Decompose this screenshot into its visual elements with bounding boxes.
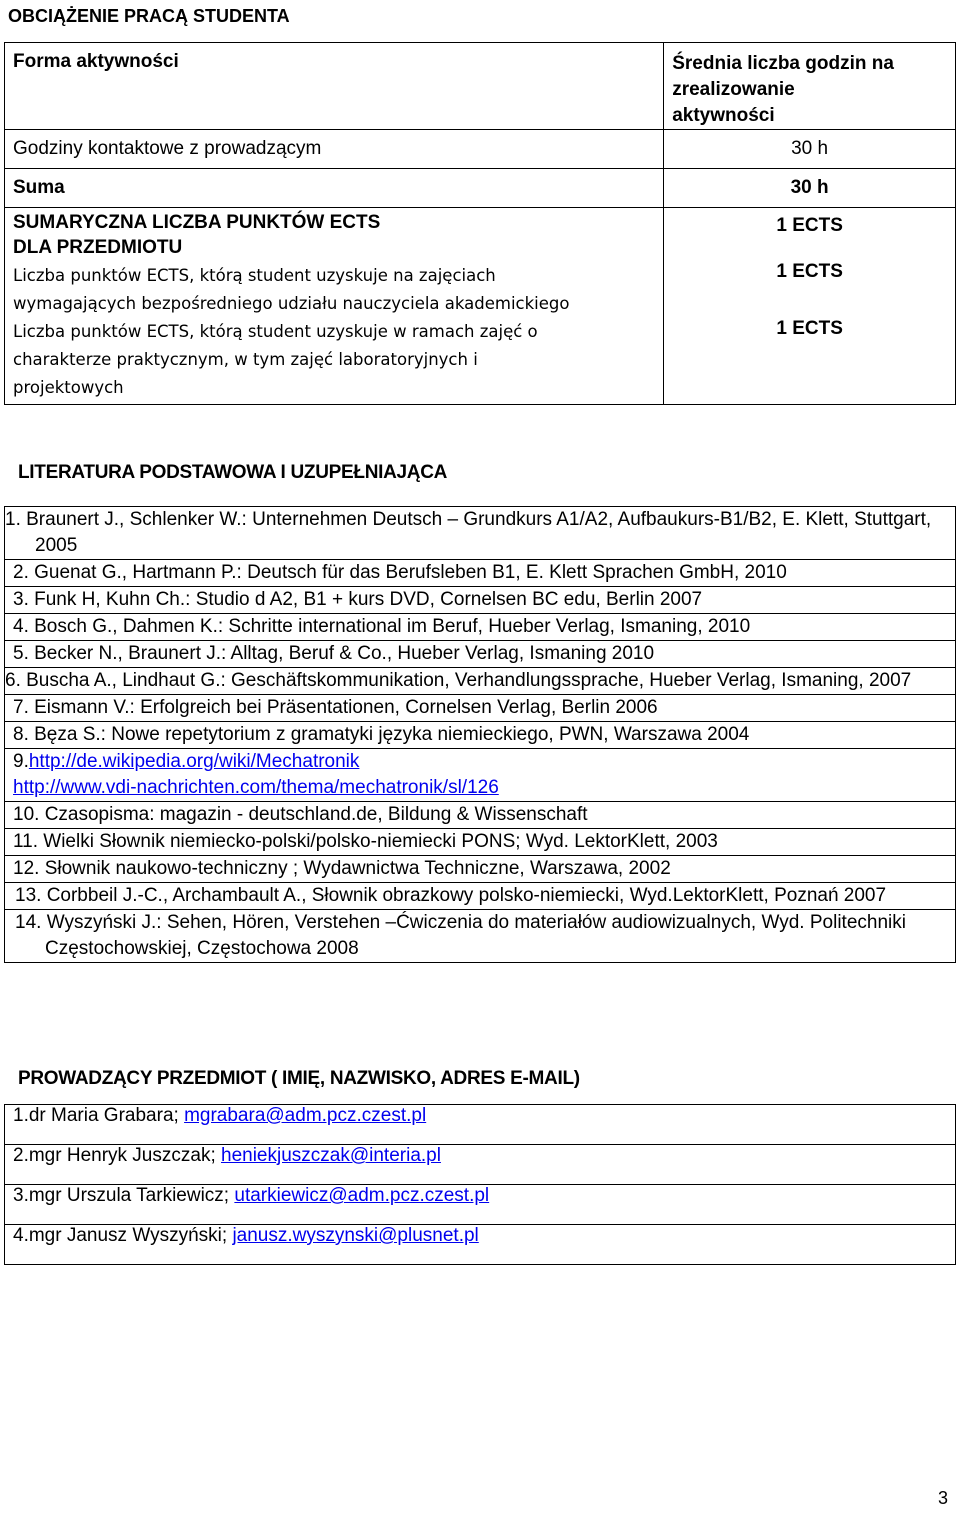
list-item (5, 1105, 956, 1145)
ects-total-value: 1 ECTS (776, 215, 843, 236)
page-number: 3 (938, 1488, 949, 1508)
ects-values (664, 208, 956, 405)
item9-prefix: 9. (13, 751, 29, 772)
list-item (5, 1145, 956, 1185)
list-item: 5. Becker N., Braunert J.: Alltag, Beruf & Co., Hueber Verlag, Ismaning 2010 (5, 641, 956, 668)
list-item: 3. Funk H, Kuhn Ch.: Studio d A2, B1 + kurs DVD, Cornelsen BC edu, Berlin 2007 (5, 587, 956, 614)
list-item: 1. Braunert J., Schlenker W.: Unternehmen Deutsch – Grundkurs A1/A2, Aufbaukurs-B1/B2, E. Klett, Stuttgart, 2005 (5, 507, 956, 560)
instructors-table (4, 1104, 956, 1265)
ects-labels (5, 208, 664, 405)
list-item: 14. Wyszyński J.: Sehen, Hören, Verstehen –Ćwiczenia do materiałów audiowizualnych, Wyd. Politechniki Częstochowskiej, Częstochowa 2008 (5, 910, 956, 963)
ects-direct-label: Liczba punktów ECTS, którą student uzyskuje na zajęciach wymagających bezpośredniego udziału nauczyciela akademickiego (13, 266, 570, 313)
list-item (5, 1185, 956, 1225)
list-item: 7. Eismann V.: Erfolgreich bei Präsentationen, Cornelsen Verlag, Berlin 2006 (5, 695, 956, 722)
instructor-name: 3.mgr Urszula Tarkiewicz; (13, 1185, 235, 1206)
row-value: 30 h (664, 169, 956, 208)
table-row (5, 169, 956, 208)
workload-table (4, 42, 956, 405)
instructor-name: 2.mgr Henryk Juszczak; (13, 1145, 221, 1166)
list-item: 13. Corbbeil J.-C., Archambault A., Słownik obrazkowy polsko-niemiecki, Wyd.LektorKlett, Poznań 2007 (5, 883, 956, 910)
ects-practical-value: 1 ECTS (776, 318, 843, 339)
list-item (5, 749, 956, 802)
list-item: 2. Guenat G., Hartmann P.: Deutsch für das Berufsleben B1, E. Klett Sprachen GmbH, 2010 (5, 560, 956, 587)
literature-title: LITERATURA PODSTAWOWA I UZUPEŁNIAJĄCA (18, 462, 448, 483)
table-row (5, 130, 956, 169)
email-link[interactable]: mgrabara@adm.pcz.czest.pl (184, 1105, 427, 1126)
list-item: 12. Słownik naukowo-techniczny ; Wydawnictwa Techniczne, Warszawa, 2002 (5, 856, 956, 883)
list-item: 11. Wielki Słownik niemiecko-polski/polsko-niemiecki PONS; Wyd. LektorKlett, 2003 (5, 829, 956, 856)
list-item (5, 1225, 956, 1265)
ects-row (5, 208, 956, 405)
header-activity: Forma aktywności (5, 43, 664, 130)
vdi-link[interactable]: http://www.vdi-nachrichten.com/thema/mechatronik/sl/126 (13, 777, 499, 798)
ects-practical-label: Liczba punktów ECTS, którą student uzyskuje w ramach zajęć o charakterze praktycznym, w tym zajęć laboratoryjnych i projektowych (13, 322, 538, 397)
row-label: Suma (5, 169, 664, 208)
ects-total-label: SUMARYCZNA LICZBA PUNKTÓW ECTS DLA PRZEDMIOTU (13, 212, 381, 258)
header-hours-line2: zrealizowanie (672, 79, 795, 100)
email-link[interactable]: heniekjuszczak@interia.pl (221, 1145, 441, 1166)
list-item: 6. Buscha A., Lindhaut G.: Geschäftskommunikation, Verhandlungssprache, Hueber Verlag, Ismaning, 2007 (5, 668, 956, 695)
row-label: Godziny kontaktowe z prowadzącym (5, 130, 664, 169)
instructor-name: 1.dr Maria Grabara; (13, 1105, 185, 1126)
ects-direct-value: 1 ECTS (776, 261, 843, 282)
email-link[interactable]: utarkiewicz@adm.pcz.czest.pl (234, 1185, 490, 1206)
email-link[interactable]: janusz.wyszynski@plusnet.pl (232, 1225, 479, 1246)
workload-title: OBCIĄŻENIE PRACĄ STUDENTA (8, 6, 290, 26)
instructor-name: 4.mgr Janusz Wyszyński; (13, 1225, 233, 1246)
row-value: 30 h (664, 130, 956, 169)
wikipedia-link[interactable]: http://de.wikipedia.org/wiki/Mechatronik (28, 751, 360, 772)
list-item: 4. Bosch G., Dahmen K.: Schritte international im Beruf, Hueber Verlag, Ismaning, 2010 (5, 614, 956, 641)
header-hours-line3: aktywności (672, 105, 775, 126)
list-item: 8. Bęza S.: Nowe repetytorium z gramatyki języka niemieckiego, PWN, Warszawa 2004 (5, 722, 956, 749)
literature-table (4, 506, 956, 963)
header-hours-line1: Średnia liczba godzin na (672, 53, 894, 74)
workload-header-row (5, 43, 956, 130)
list-item: 10. Czasopisma: magazin - deutschland.de, Bildung & Wissenschaft (5, 802, 956, 829)
instructors-title: PROWADZĄCY PRZEDMIOT ( IMIĘ, NAZWISKO, ADRES E-MAIL) (18, 1068, 580, 1089)
header-hours (664, 43, 956, 130)
